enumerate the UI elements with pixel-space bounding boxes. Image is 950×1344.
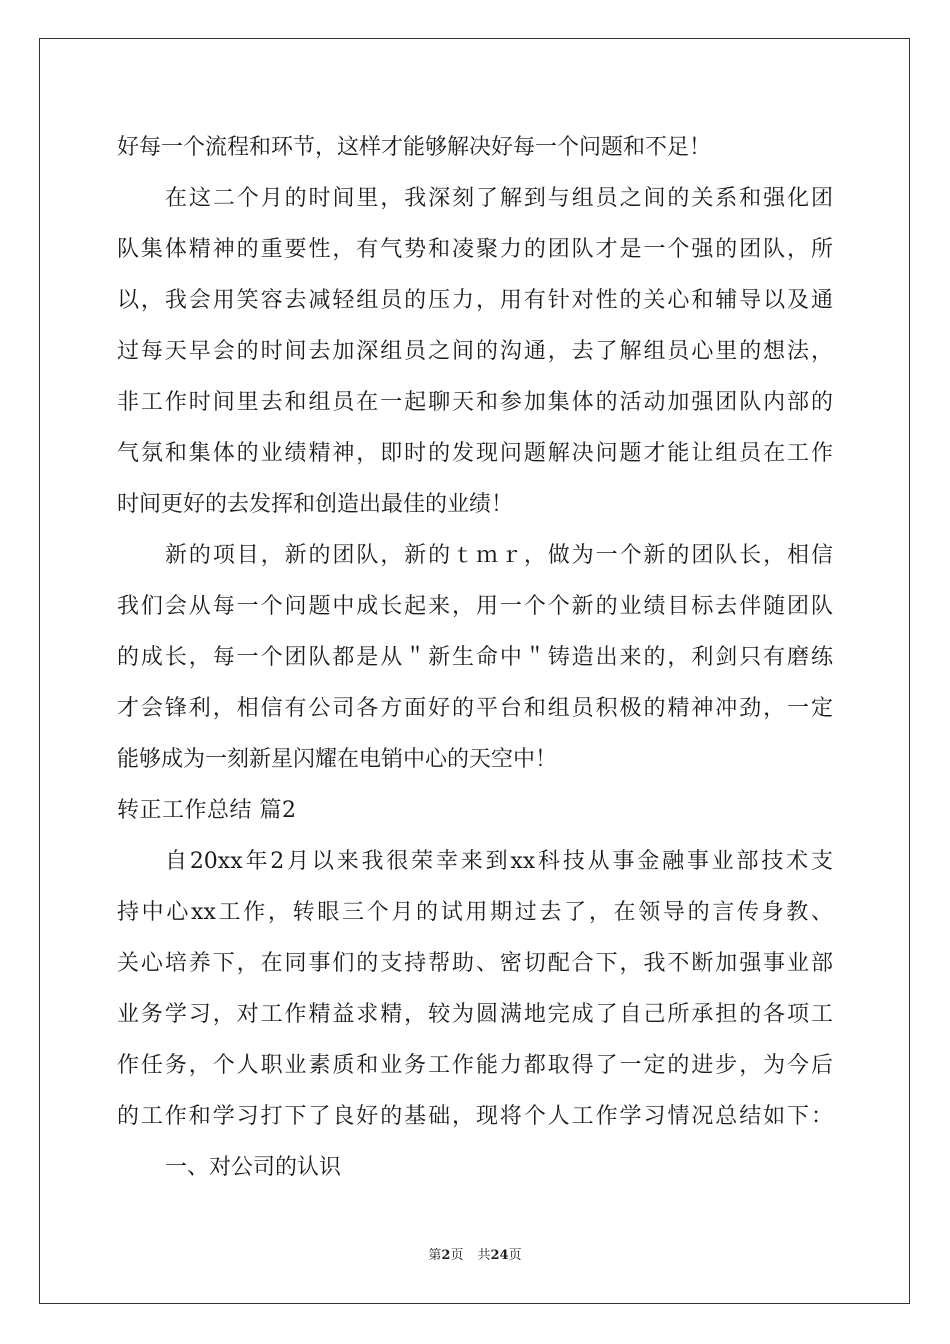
text-line: 持中心xx工作，转眼三个月的试用期过去了，在领导的言传身教、 [117,900,833,925]
paragraph [117,177,833,534]
text-line: 过每天早会的时间去加深组员之间的沟通，去了解组员心里的想法， [117,339,833,364]
text-line: 在这二个月的时间里，我深刻了解到与组员之间的关系和强化团 [165,186,833,211]
document-body [117,126,833,1197]
page-unit: 页 [450,1248,464,1263]
text-line: 能够成为一刻新星闪耀在电销中心的天空中！ [117,747,558,772]
text-line: 好每一个流程和环节，这样才能够解决好每一个问题和不足！ [117,135,712,160]
text-line: 时间更好的去发挥和创造出最佳的业绩！ [117,492,514,517]
total-unit: 页 [508,1248,522,1263]
text-line: 自20xx年2月以来我很荣幸来到xx科技从事金融事业部技术支 [165,849,833,874]
page-prefix: 第 [428,1248,442,1263]
page-footer [0,1244,950,1263]
total-prefix: 共 [477,1248,491,1263]
subsection-heading: 一、对公司的认识 [165,1155,342,1180]
text-line: 作任务，个人职业素质和业务工作能力都取得了一定的进步，为今后 [117,1053,833,1078]
text-line: 的成长，每一个团队都是从＂新生命中＂铸造出来的，利剑只有磨练 [117,645,833,670]
text-line: 非工作时间里去和组员在一起聊天和参加集体的活动加强团队内部的 [117,390,833,415]
paragraph [117,126,833,177]
text-line: 新的项目，新的团队，新的ｔｍｒ，做为一个新的团队长，相信 [165,543,833,568]
text-line: 业务学习，对工作精益求精，较为圆满地完成了自己所承担的各项工 [117,1002,833,1027]
page-number: 2 [441,1248,451,1263]
paragraph [117,840,833,1146]
text-line: 我们会从每一个问题中成长起来，用一个个新的业绩目标去伴随团队 [117,594,833,619]
paragraph [117,1146,833,1197]
text-line: 的工作和学习打下了良好的基础，现将个人工作学习情况总结如下： [117,1104,833,1129]
total-pages: 24 [490,1248,509,1263]
paragraph [117,534,833,789]
text-line: 以，我会用笑容去减轻组员的压力，用有针对性的关心和辅导以及通 [117,288,833,313]
text-line: 队集体精神的重要性，有气势和凌聚力的团队才是一个强的团队，所 [117,237,833,262]
text-line: 才会锋利，相信有公司各方面好的平台和组员积极的精神冲劲，一定 [117,696,833,721]
text-line: 气氛和集体的业绩精神，即时的发现问题解决问题才能让组员在工作 [117,441,833,466]
section-title: 转正工作总结 篇2 [117,798,297,823]
text-line: 关心培养下，在同事们的支持帮助、密切配合下，我不断加强事业部 [117,951,833,976]
